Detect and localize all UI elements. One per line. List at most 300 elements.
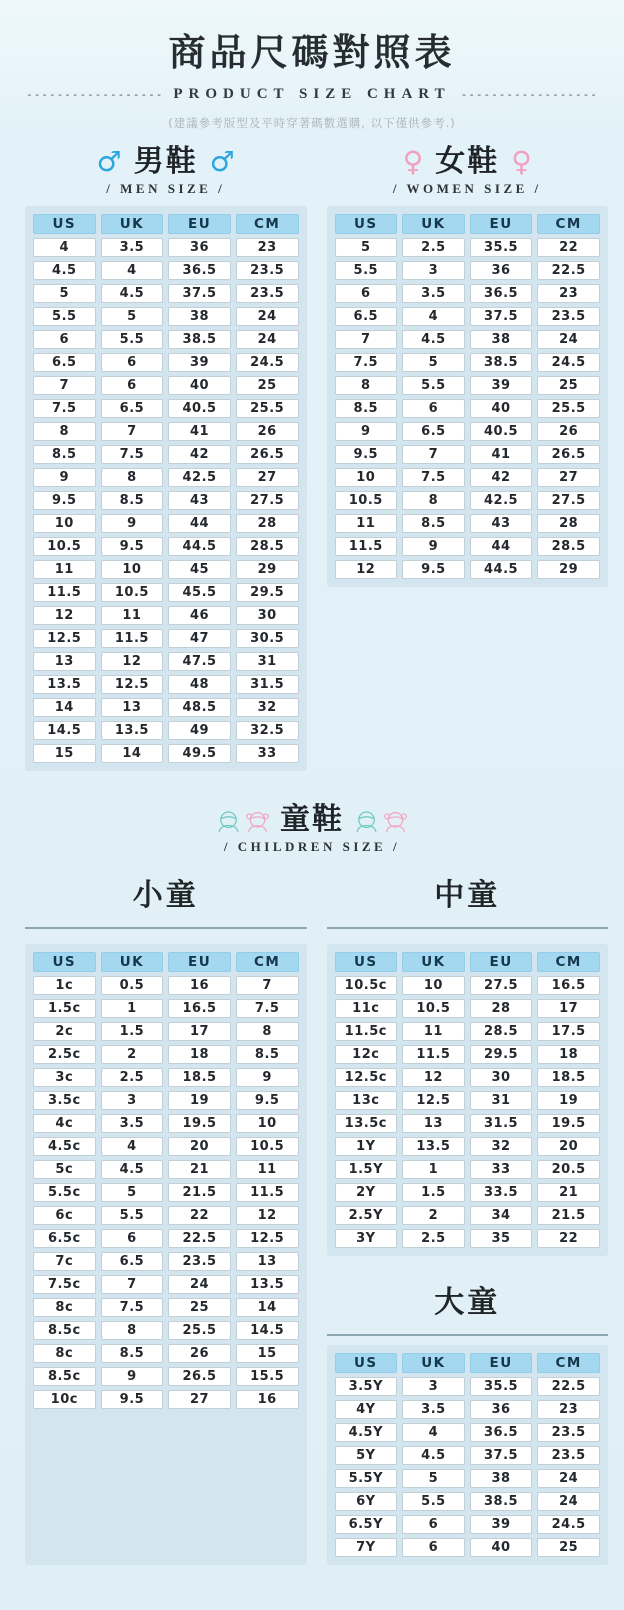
size-cell: 13.5 — [236, 1275, 299, 1294]
size-cell: 21 — [168, 1160, 231, 1179]
size-cell: 24 — [236, 307, 299, 326]
size-cell: 11 — [335, 514, 398, 533]
column-header: UK — [402, 214, 465, 234]
size-cell: 24.5 — [537, 353, 600, 372]
size-cell: 10.5 — [33, 537, 96, 556]
size-cell: 1c — [33, 976, 96, 995]
column-header: US — [335, 952, 398, 972]
size-cell: 11.5 — [335, 537, 398, 556]
column-header: EU — [168, 214, 231, 234]
column-header: CM — [236, 214, 299, 234]
size-cell: 26.5 — [537, 445, 600, 464]
size-cell: 14 — [33, 698, 96, 717]
girl-face-icon — [382, 807, 409, 834]
column-header: EU — [470, 214, 533, 234]
men-size-table — [33, 214, 299, 763]
column-header: UK — [101, 952, 164, 972]
size-cell: 34 — [470, 1206, 533, 1225]
women-section-head — [327, 147, 609, 197]
english-subtitle: PRODUCT SIZE CHART — [173, 86, 451, 102]
adult-size-section — [0, 147, 624, 771]
size-cell: 30 — [236, 606, 299, 625]
size-cell: 37.5 — [470, 1446, 533, 1465]
size-cell: 47.5 — [168, 652, 231, 671]
column-header: US — [335, 1353, 398, 1373]
size-cell: 36 — [168, 238, 231, 257]
column-header: US — [335, 214, 398, 234]
size-cell: 37.5 — [168, 284, 231, 303]
size-cell: 7 — [33, 376, 96, 395]
size-cell: 5.5 — [101, 1206, 164, 1225]
size-cell: 33 — [470, 1160, 533, 1179]
size-cell: 1.5c — [33, 999, 96, 1018]
size-cell: 21.5 — [168, 1183, 231, 1202]
size-cell: 24 — [236, 330, 299, 349]
size-cell: 18 — [537, 1045, 600, 1064]
size-cell: 32 — [470, 1137, 533, 1156]
size-cell: 13 — [402, 1114, 465, 1133]
size-cell: 24.5 — [537, 1515, 600, 1534]
size-cell: 13c — [335, 1091, 398, 1110]
size-cell: 8 — [236, 1022, 299, 1041]
size-cell: 16 — [236, 1390, 299, 1409]
children-size-section — [0, 805, 624, 1565]
size-cell: 11 — [236, 1160, 299, 1179]
mid-children-title: 中童 — [434, 879, 501, 912]
size-cell: 2.5Y — [335, 1206, 398, 1225]
size-cell: 30.5 — [236, 629, 299, 648]
size-cell: 31.5 — [470, 1114, 533, 1133]
size-cell: 36.5 — [168, 261, 231, 280]
size-cell: 8 — [335, 376, 398, 395]
size-cell: 12 — [33, 606, 96, 625]
size-cell: 11 — [101, 606, 164, 625]
big-children-title: 大童 — [434, 1286, 501, 1319]
size-cell: 12 — [402, 1068, 465, 1087]
size-cell: 39 — [470, 376, 533, 395]
big-children-table — [335, 1353, 601, 1557]
children-section-head — [0, 805, 624, 855]
size-cell: 26 — [236, 422, 299, 441]
size-cell: 15 — [236, 1344, 299, 1363]
size-cell: 3.5Y — [335, 1377, 398, 1396]
advisory-note: (建議參考版型及平時穿著碼數選購, 以下僅供參考.) — [168, 116, 456, 130]
size-cell: 20 — [537, 1137, 600, 1156]
size-cell: 12.5 — [33, 629, 96, 648]
size-cell: 2Y — [335, 1183, 398, 1202]
size-cell: 28.5 — [236, 537, 299, 556]
men-subtitle: / MEN SIZE / — [106, 181, 226, 196]
size-cell: 38.5 — [168, 330, 231, 349]
size-cell: 2.5 — [402, 1229, 465, 1248]
size-cell: 13 — [101, 698, 164, 717]
size-cell: 38 — [470, 330, 533, 349]
size-cell: 8.5c — [33, 1367, 96, 1386]
men-size-panel — [25, 206, 307, 771]
size-cell: 28 — [236, 514, 299, 533]
size-cell: 16 — [168, 976, 231, 995]
left-dashes: ------------------ — [26, 88, 164, 101]
size-cell: 38 — [470, 1469, 533, 1488]
size-cell: 24 — [537, 330, 600, 349]
size-cell: 7 — [335, 330, 398, 349]
size-cell: 10 — [335, 468, 398, 487]
size-cell: 8 — [402, 491, 465, 510]
size-cell: 7c — [33, 1252, 96, 1271]
size-cell: 24 — [537, 1492, 600, 1511]
size-cell: 6 — [101, 376, 164, 395]
small-children-column — [25, 877, 307, 1565]
size-cell: 40 — [470, 1538, 533, 1557]
size-cell: 4 — [402, 1423, 465, 1442]
column-header: CM — [537, 1353, 600, 1373]
women-subtitle: / WOMEN SIZE / — [392, 181, 542, 196]
size-cell: 9 — [402, 537, 465, 556]
size-cell: 2c — [33, 1022, 96, 1041]
size-cell: 25 — [168, 1298, 231, 1317]
size-cell: 4 — [101, 261, 164, 280]
small-children-table — [33, 952, 299, 1409]
size-cell: 6.5 — [101, 399, 164, 418]
size-cell: 1 — [101, 999, 164, 1018]
size-cell: 4c — [33, 1114, 96, 1133]
size-cell: 32 — [236, 698, 299, 717]
men-column — [25, 147, 307, 771]
boy-face-icon — [353, 807, 380, 834]
size-cell: 29.5 — [236, 583, 299, 602]
size-cell: 11.5c — [335, 1022, 398, 1041]
size-cell: 8.5c — [33, 1321, 96, 1340]
size-cell: 8.5 — [101, 1344, 164, 1363]
size-cell: 29.5 — [470, 1045, 533, 1064]
size-cell: 26.5 — [236, 445, 299, 464]
size-cell: 26.5 — [168, 1367, 231, 1386]
size-cell: 5.5 — [335, 261, 398, 280]
size-cell: 4.5 — [402, 1446, 465, 1465]
size-cell: 21.5 — [537, 1206, 600, 1225]
male-icon: ♂ — [96, 145, 122, 178]
men-section-head — [25, 147, 307, 197]
size-cell: 10 — [236, 1114, 299, 1133]
size-cell: 5.5 — [101, 330, 164, 349]
size-cell: 13 — [236, 1252, 299, 1271]
size-cell: 29 — [537, 560, 600, 579]
column-header: EU — [470, 1353, 533, 1373]
size-cell: 49 — [168, 721, 231, 740]
size-cell: 22.5 — [537, 261, 600, 280]
size-cell: 3 — [402, 1377, 465, 1396]
size-cell: 6 — [101, 1229, 164, 1248]
size-cell: 9.5 — [101, 537, 164, 556]
men-title: 男鞋 — [133, 145, 198, 178]
size-cell: 35.5 — [470, 238, 533, 257]
small-children-panel — [25, 944, 307, 1565]
size-cell: 43 — [168, 491, 231, 510]
size-cell: 3.5 — [402, 1400, 465, 1419]
size-cell: 25.5 — [236, 399, 299, 418]
women-column — [327, 147, 609, 771]
size-cell: 3.5c — [33, 1091, 96, 1110]
size-cell: 44 — [470, 537, 533, 556]
size-cell: 16.5 — [168, 999, 231, 1018]
size-cell: 32.5 — [236, 721, 299, 740]
size-cell: 5 — [335, 238, 398, 257]
size-cell: 5 — [101, 1183, 164, 1202]
size-cell: 8.5 — [101, 491, 164, 510]
size-cell: 12.5 — [101, 675, 164, 694]
women-size-table — [335, 214, 601, 579]
size-cell: 1.5 — [101, 1022, 164, 1041]
size-cell: 13.5 — [101, 721, 164, 740]
size-cell: 27.5 — [537, 491, 600, 510]
size-cell: 16.5 — [537, 976, 600, 995]
size-cell: 25 — [537, 376, 600, 395]
size-cell: 13.5 — [33, 675, 96, 694]
children-title: 童鞋 — [280, 803, 344, 836]
size-cell: 37.5 — [470, 307, 533, 326]
size-cell: 9 — [236, 1068, 299, 1087]
column-header: EU — [168, 952, 231, 972]
size-cell: 23.5 — [537, 307, 600, 326]
right-dashes: ------------------ — [460, 88, 598, 101]
size-cell: 18 — [168, 1045, 231, 1064]
column-header: UK — [402, 1353, 465, 1373]
size-cell: 42.5 — [168, 468, 231, 487]
size-cell: 6c — [33, 1206, 96, 1225]
column-header: US — [33, 214, 96, 234]
size-cell: 0.5 — [101, 976, 164, 995]
size-cell: 41 — [168, 422, 231, 441]
size-cell: 7.5 — [402, 468, 465, 487]
size-cell: 5 — [101, 307, 164, 326]
column-header: CM — [537, 214, 600, 234]
boy-face-icon — [215, 807, 242, 834]
size-cell: 36 — [470, 1400, 533, 1419]
size-cell: 7 — [402, 445, 465, 464]
size-cell: 14 — [236, 1298, 299, 1317]
size-cell: 28 — [537, 514, 600, 533]
size-cell: 25.5 — [537, 399, 600, 418]
size-cell: 5 — [402, 1469, 465, 1488]
size-cell: 7.5 — [33, 399, 96, 418]
column-header: CM — [537, 952, 600, 972]
size-cell: 11 — [402, 1022, 465, 1041]
size-cell: 9 — [335, 422, 398, 441]
size-cell: 7.5 — [335, 353, 398, 372]
size-cell: 27.5 — [470, 976, 533, 995]
size-cell: 22.5 — [168, 1229, 231, 1248]
size-cell: 1.5 — [402, 1183, 465, 1202]
page-header — [0, 0, 624, 131]
size-cell: 10 — [402, 976, 465, 995]
size-cell: 36 — [470, 261, 533, 280]
size-cell: 6.5 — [335, 307, 398, 326]
size-cell: 6.5Y — [335, 1515, 398, 1534]
size-cell: 14.5 — [33, 721, 96, 740]
size-cell: 4Y — [335, 1400, 398, 1419]
column-header: US — [33, 952, 96, 972]
size-cell: 12.5 — [236, 1229, 299, 1248]
size-cell: 8.5 — [33, 445, 96, 464]
size-cell: 40.5 — [470, 422, 533, 441]
size-cell: 22 — [537, 238, 600, 257]
size-cell: 10 — [33, 514, 96, 533]
size-cell: 23.5 — [236, 284, 299, 303]
size-cell: 35.5 — [470, 1377, 533, 1396]
size-cell: 24 — [537, 1469, 600, 1488]
male-icon: ♂ — [209, 145, 235, 178]
size-cell: 29 — [236, 560, 299, 579]
size-cell: 4.5 — [33, 261, 96, 280]
size-cell: 10c — [33, 1390, 96, 1409]
size-cell: 30 — [470, 1068, 533, 1087]
size-cell: 17 — [168, 1022, 231, 1041]
girl-face-icon — [244, 807, 271, 834]
size-cell: 1Y — [335, 1137, 398, 1156]
kids-icons-left — [215, 807, 271, 834]
size-cell: 11.5 — [33, 583, 96, 602]
size-cell: 27 — [236, 468, 299, 487]
size-cell: 24 — [168, 1275, 231, 1294]
size-cell: 23 — [236, 238, 299, 257]
size-cell: 5Y — [335, 1446, 398, 1465]
size-cell: 23.5 — [537, 1423, 600, 1442]
size-cell: 25.5 — [168, 1321, 231, 1340]
size-cell: 39 — [168, 353, 231, 372]
size-cell: 19 — [168, 1091, 231, 1110]
size-cell: 39 — [470, 1515, 533, 1534]
size-cell: 8 — [101, 468, 164, 487]
female-icon: ♀ — [511, 145, 532, 178]
size-cell: 38 — [168, 307, 231, 326]
size-cell: 12.5 — [402, 1091, 465, 1110]
size-cell: 27 — [168, 1390, 231, 1409]
size-cell: 20.5 — [537, 1160, 600, 1179]
divider — [25, 927, 307, 929]
big-children-panel — [327, 1345, 609, 1565]
size-cell: 2.5c — [33, 1045, 96, 1064]
size-cell: 10.5 — [236, 1137, 299, 1156]
size-cell: 5.5 — [402, 1492, 465, 1511]
size-cell: 10.5c — [335, 976, 398, 995]
size-cell: 2.5 — [101, 1068, 164, 1087]
size-cell: 5 — [402, 353, 465, 372]
size-cell: 6 — [33, 330, 96, 349]
size-cell: 6.5 — [402, 422, 465, 441]
size-cell: 27.5 — [236, 491, 299, 510]
size-cell: 47 — [168, 629, 231, 648]
size-cell: 40 — [470, 399, 533, 418]
size-cell: 31.5 — [236, 675, 299, 694]
size-cell: 26 — [168, 1344, 231, 1363]
size-cell: 8 — [101, 1321, 164, 1340]
size-cell: 15 — [33, 744, 96, 763]
size-cell: 4 — [33, 238, 96, 257]
size-cell: 12 — [236, 1206, 299, 1225]
size-cell: 11.5 — [402, 1045, 465, 1064]
column-header: UK — [402, 952, 465, 972]
size-cell: 36.5 — [470, 284, 533, 303]
size-cell: 12.5c — [335, 1068, 398, 1087]
size-cell: 3.5 — [101, 238, 164, 257]
size-cell: 6.5c — [33, 1229, 96, 1248]
column-header: EU — [470, 952, 533, 972]
size-cell: 4.5 — [101, 284, 164, 303]
size-cell: 28.5 — [470, 1022, 533, 1041]
size-cell: 41 — [470, 445, 533, 464]
size-cell: 25 — [236, 376, 299, 395]
size-cell: 11.5 — [101, 629, 164, 648]
size-cell: 46 — [168, 606, 231, 625]
size-cell: 6.5 — [101, 1252, 164, 1271]
size-cell: 13 — [33, 652, 96, 671]
size-cell: 6.5 — [33, 353, 96, 372]
size-cell: 48 — [168, 675, 231, 694]
size-cell: 9.5 — [33, 491, 96, 510]
size-cell: 17 — [537, 999, 600, 1018]
size-cell: 6 — [402, 1515, 465, 1534]
size-cell: 3 — [402, 261, 465, 280]
size-cell: 9.5 — [236, 1091, 299, 1110]
size-cell: 5.5 — [402, 376, 465, 395]
size-cell: 33 — [236, 744, 299, 763]
size-cell: 40 — [168, 376, 231, 395]
kids-icons-right — [353, 807, 409, 834]
size-cell: 8 — [33, 422, 96, 441]
size-cell: 40.5 — [168, 399, 231, 418]
size-cell: 19.5 — [537, 1114, 600, 1133]
children-subtitle: / CHILDREN SIZE / — [223, 839, 401, 854]
size-cell: 9 — [101, 1367, 164, 1386]
size-cell: 23.5 — [168, 1252, 231, 1271]
size-cell: 2 — [101, 1045, 164, 1064]
size-cell: 8.5 — [402, 514, 465, 533]
size-cell: 21 — [537, 1183, 600, 1202]
size-cell: 35 — [470, 1229, 533, 1248]
size-cell: 10.5 — [101, 583, 164, 602]
size-cell: 7.5c — [33, 1275, 96, 1294]
size-cell: 4.5c — [33, 1137, 96, 1156]
size-cell: 48.5 — [168, 698, 231, 717]
size-cell: 18.5 — [537, 1068, 600, 1087]
size-cell: 8.5 — [236, 1045, 299, 1064]
size-cell: 14 — [101, 744, 164, 763]
size-cell: 2 — [402, 1206, 465, 1225]
size-cell: 42.5 — [470, 491, 533, 510]
mid-children-table — [335, 952, 601, 1248]
size-cell: 38.5 — [470, 1492, 533, 1511]
size-cell: 7.5 — [236, 999, 299, 1018]
size-cell: 44.5 — [470, 560, 533, 579]
size-cell: 11.5 — [236, 1183, 299, 1202]
size-cell: 44 — [168, 514, 231, 533]
small-children-title: 小童 — [132, 879, 199, 912]
size-cell: 4.5 — [402, 330, 465, 349]
size-cell: 5.5Y — [335, 1469, 398, 1488]
women-size-panel — [327, 206, 609, 587]
size-cell: 33.5 — [470, 1183, 533, 1202]
size-cell: 10.5 — [402, 999, 465, 1018]
size-cell: 9 — [101, 514, 164, 533]
size-cell: 7 — [236, 976, 299, 995]
size-cell: 45.5 — [168, 583, 231, 602]
female-icon: ♀ — [402, 145, 424, 178]
size-cell: 4 — [101, 1137, 164, 1156]
size-cell: 9.5 — [335, 445, 398, 464]
size-cell: 31 — [236, 652, 299, 671]
size-cell: 9.5 — [402, 560, 465, 579]
size-cell: 23 — [537, 1400, 600, 1419]
